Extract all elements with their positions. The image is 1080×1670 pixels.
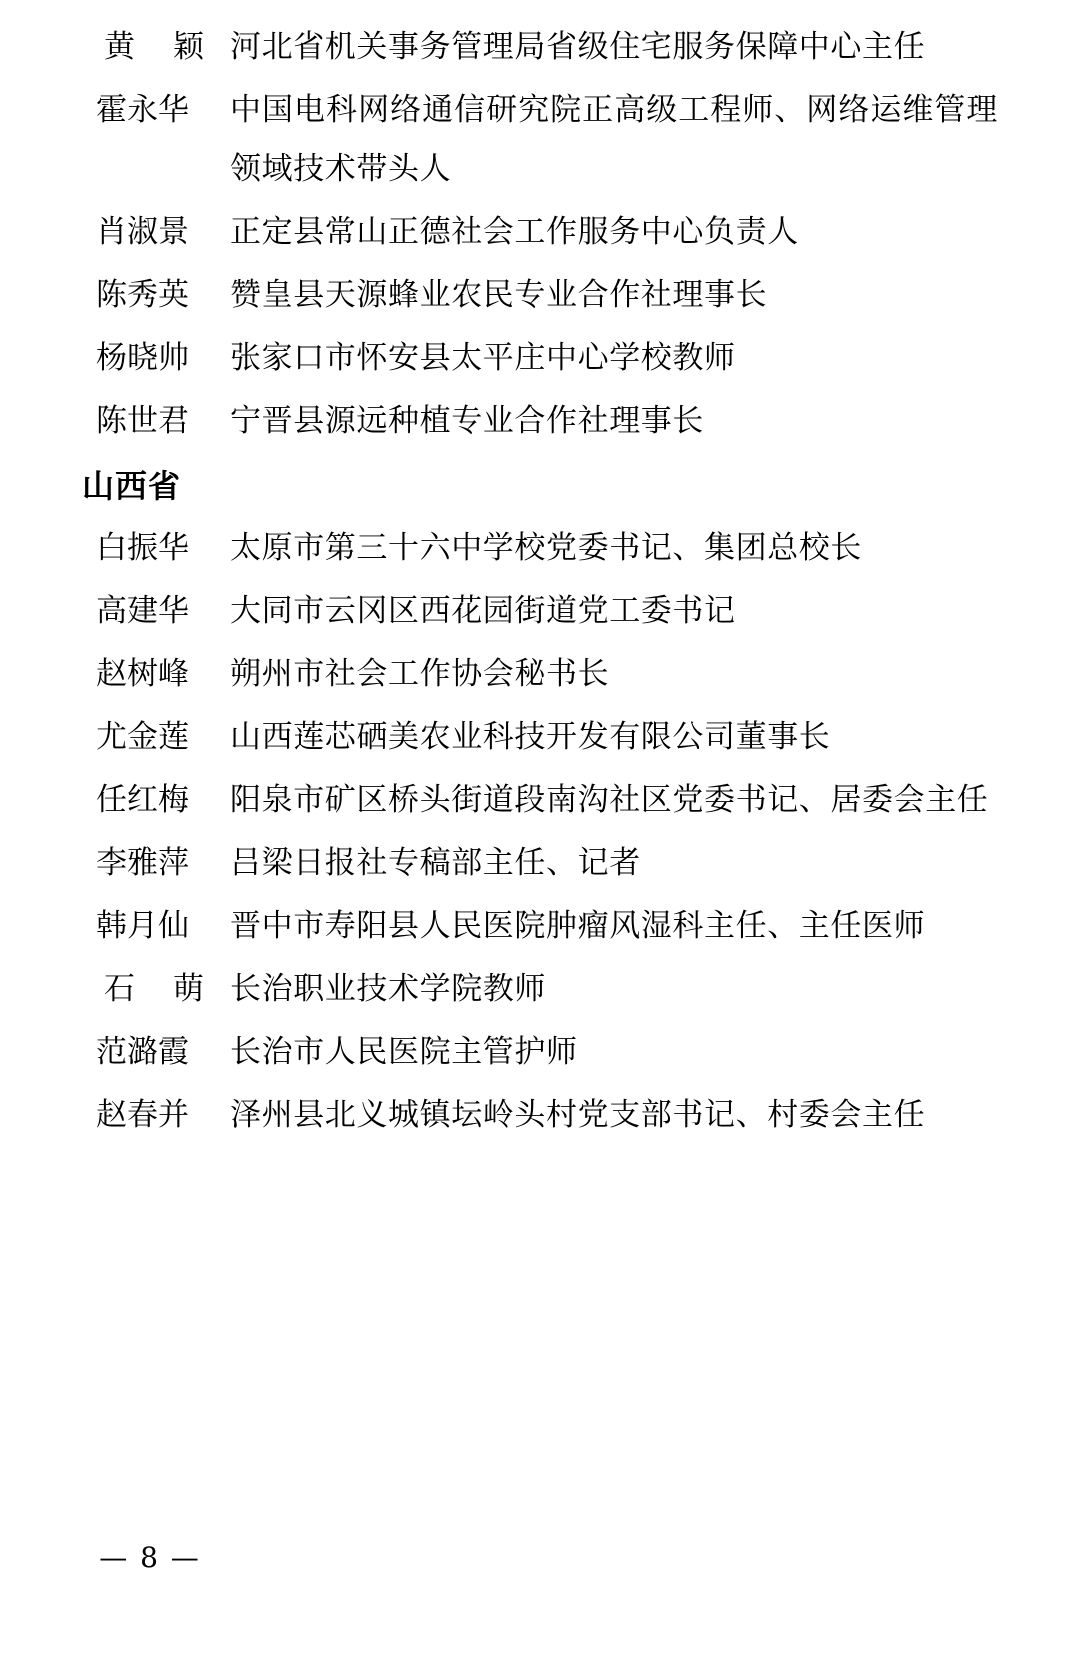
person-name: 任红梅	[96, 782, 189, 818]
person-title: 中国电科网络通信研究院正高级工程师、网络运维管理领域技术带头人	[230, 92, 998, 187]
person-name-char: 颖	[173, 29, 204, 65]
person-title: 朔州市社会工作协会秘书长	[230, 656, 610, 692]
person-name-char: 萌	[173, 971, 204, 1007]
list-item	[82, 1023, 998, 1082]
person-name: 霍永华	[96, 92, 189, 128]
person-name-char: 石	[104, 971, 135, 1007]
person-title: 大同市云冈区西花园街道党工委书记	[230, 593, 736, 629]
person-title: 正定县常山正德社会工作服务中心负责人	[230, 214, 799, 250]
person-name: 肖淑景	[96, 214, 189, 250]
person-name: 杨晓帅	[96, 340, 189, 376]
person-name: 赵树峰	[96, 656, 189, 692]
person-name: 尤金莲	[96, 719, 189, 755]
page-number	[0, 1541, 1080, 1574]
person-name: 陈秀英	[96, 277, 189, 313]
section-heading: 山西省	[82, 467, 182, 505]
person-title: 长治市人民医院主管护师	[230, 1034, 578, 1070]
list-item	[82, 582, 998, 641]
document-content	[82, 18, 998, 1145]
list-item	[82, 266, 998, 325]
list-item	[82, 1086, 998, 1145]
list-item	[82, 329, 998, 388]
person-title: 泽州县北义城镇坛岭头村党支部书记、村委会主任	[230, 1097, 926, 1133]
person-name: 范潞霞	[96, 1034, 189, 1070]
person-title: 长治职业技术学院教师	[230, 971, 546, 1007]
person-title: 赞皇县天源蜂业农民专业合作社理事长	[230, 277, 768, 313]
person-name	[82, 960, 230, 1019]
list-item	[82, 708, 998, 767]
person-title: 晋中市寿阳县人民医院肿瘤风湿科主任、主任医师	[230, 908, 926, 944]
list-item	[82, 960, 998, 1019]
person-name: 高建华	[96, 593, 189, 629]
person-title: 张家口市怀安县太平庄中心学校教师	[230, 340, 736, 376]
list-item	[82, 392, 998, 451]
list-item	[82, 645, 998, 704]
person-title: 山西莲芯硒美农业科技开发有限公司董事长	[230, 719, 831, 755]
person-name: 韩月仙	[96, 908, 189, 944]
list-item	[82, 81, 998, 199]
person-name: 赵春并	[96, 1097, 189, 1133]
list-item	[82, 18, 998, 77]
list-item	[82, 834, 998, 893]
person-name	[82, 18, 230, 77]
person-title: 太原市第三十六中学校党委书记、集团总校长	[230, 530, 862, 566]
person-name: 白振华	[96, 530, 189, 566]
list-item	[82, 897, 998, 956]
person-name-char: 黄	[104, 29, 135, 65]
person-name: 李雅萍	[96, 845, 189, 881]
list-item	[82, 203, 998, 262]
page-number-text: — 8 —	[99, 1541, 201, 1574]
person-title: 阳泉市矿区桥头街道段南沟社区党委书记、居委会主任	[230, 782, 989, 818]
person-name: 陈世君	[96, 403, 189, 439]
person-title: 河北省机关事务管理局省级住宅服务保障中心主任	[230, 29, 926, 65]
person-title: 宁晋县源远种植专业合作社理事长	[230, 403, 704, 439]
person-title: 吕梁日报社专稿部主任、记者	[230, 845, 641, 881]
list-item	[82, 771, 998, 830]
list-item	[82, 519, 998, 578]
